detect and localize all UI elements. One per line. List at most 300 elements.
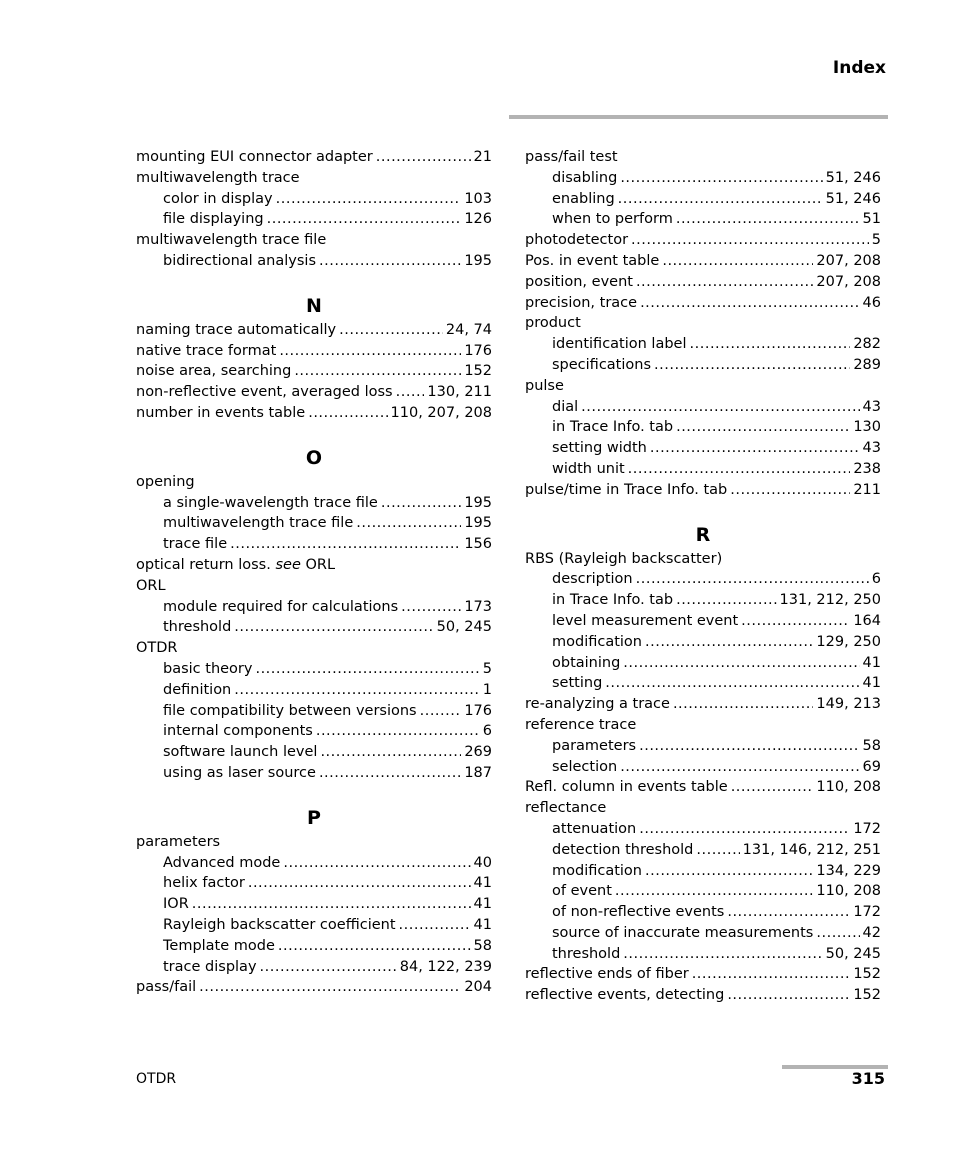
index-subentry	[136, 659, 492, 680]
index-term-text: Pos. in event table	[525, 252, 660, 269]
index-term-text: trace display	[163, 958, 257, 975]
index-subentry	[525, 757, 881, 778]
index-section-letter: R	[695, 523, 711, 546]
see-reference-target: ORL	[305, 556, 336, 573]
dot-leader	[618, 189, 823, 210]
dot-leader	[692, 964, 851, 985]
index-page-refs: 110, 207, 208	[390, 404, 492, 421]
index-subentry	[525, 168, 881, 189]
index-term	[552, 673, 602, 694]
index-term	[525, 230, 628, 251]
index-section-letter: N	[306, 294, 322, 317]
index-subentry	[525, 209, 881, 230]
dot-leader	[294, 361, 461, 382]
index-page-refs: 156	[464, 536, 492, 553]
index-section-letter: P	[307, 806, 321, 829]
index-entry	[525, 798, 881, 819]
dot-leader	[399, 915, 471, 936]
dot-leader	[676, 417, 850, 438]
dot-leader	[645, 861, 813, 882]
index-term	[163, 957, 257, 978]
index-entry	[525, 985, 881, 1006]
index-subentry	[525, 944, 881, 965]
dot-leader	[628, 459, 851, 480]
index-term	[163, 873, 245, 894]
index-term	[525, 147, 618, 168]
index-entry	[525, 376, 881, 397]
dot-leader	[676, 590, 776, 611]
index-term-text: bidirectional analysis	[163, 252, 317, 269]
index-term-text: opening	[136, 473, 195, 490]
index-term	[525, 480, 727, 501]
index-page-refs: 41	[473, 896, 492, 913]
index-page-refs: 130	[853, 419, 881, 436]
index-term	[136, 168, 300, 189]
index-term	[136, 230, 326, 251]
dot-leader	[308, 403, 387, 424]
index-subentry	[136, 957, 492, 978]
index-page-refs: 58	[473, 937, 492, 954]
index-entry	[136, 230, 492, 251]
index-term-text: module required for calculations	[163, 598, 399, 615]
index-entry	[525, 251, 881, 272]
index-entry	[136, 147, 492, 168]
index-term	[163, 617, 231, 638]
index-term	[163, 936, 275, 957]
index-term-text: color in display	[163, 190, 273, 207]
index-term-text: basic theory	[163, 660, 253, 677]
index-term-text: position, event	[525, 273, 633, 290]
index-entry	[136, 320, 492, 341]
dot-leader	[639, 736, 859, 757]
index-page-refs: 103	[464, 190, 492, 207]
index-term-text: parameters	[136, 833, 221, 850]
index-column-left	[136, 147, 492, 998]
index-page-refs: 41	[473, 916, 492, 933]
index-page-refs: 1	[482, 681, 492, 698]
index-term-text: precision, trace	[525, 294, 638, 311]
index-term	[163, 597, 398, 618]
index-subentry	[525, 438, 881, 459]
index-term-text: in Trace Info. tab	[552, 592, 674, 609]
index-term	[136, 341, 276, 362]
dot-leader	[255, 659, 479, 680]
index-subentry	[136, 894, 492, 915]
index-term	[163, 189, 273, 210]
dot-leader	[581, 397, 859, 418]
index-entry	[525, 694, 881, 715]
index-term	[136, 977, 196, 998]
index-page-refs: 43	[862, 440, 881, 457]
index-subentry	[525, 902, 881, 923]
dot-leader	[283, 853, 470, 874]
dot-leader	[230, 534, 461, 555]
index-term-text: pass/fail test	[525, 149, 618, 165]
index-entry	[136, 555, 492, 576]
dot-leader	[636, 272, 813, 293]
index-term-text: multiwavelength trace file	[163, 515, 354, 532]
index-term	[136, 576, 166, 597]
dot-leader	[696, 840, 739, 861]
index-subentry	[136, 873, 492, 894]
index-page-refs: 269	[464, 744, 492, 761]
index-page-refs: 149, 213	[816, 696, 881, 713]
index-page-refs: 131, 146, 212, 251	[742, 841, 881, 858]
index-term	[525, 964, 689, 985]
index-subentry	[136, 853, 492, 874]
index-term	[525, 694, 670, 715]
index-subentry	[136, 513, 492, 534]
index-page-refs: 51, 246	[825, 190, 881, 207]
index-page-refs: 5	[871, 232, 881, 249]
index-term	[552, 611, 738, 632]
dot-leader	[673, 694, 813, 715]
index-page-refs: 207, 208	[816, 273, 881, 290]
index-term	[552, 819, 636, 840]
index-term-text: enabling	[552, 190, 615, 207]
index-term	[552, 840, 693, 861]
index-term-text: selection	[552, 758, 618, 775]
index-term	[163, 680, 231, 701]
index-page-refs: 134, 229	[816, 862, 881, 879]
index-subentry	[136, 742, 492, 763]
index-subentry	[136, 597, 492, 618]
index-term-text: in Trace Info. tab	[552, 419, 674, 436]
dot-leader	[396, 382, 425, 403]
index-term	[552, 459, 625, 480]
dot-leader	[640, 293, 859, 314]
index-term	[163, 513, 353, 534]
index-subentry	[136, 915, 492, 936]
index-entry	[525, 777, 881, 798]
index-page-refs: 84, 122, 239	[399, 958, 492, 975]
index-term-text: reference trace	[525, 716, 637, 733]
index-term-text: pass/fail	[136, 979, 197, 996]
index-subentry	[525, 611, 881, 632]
index-term	[136, 147, 373, 168]
index-term-text: photodetector	[525, 232, 629, 249]
index-term-text: IOR	[163, 896, 189, 913]
footer-product-name: OTDR	[136, 1071, 177, 1087]
index-term	[136, 403, 305, 424]
index-term	[552, 902, 724, 923]
index-page-refs: 110, 208	[816, 779, 881, 796]
dot-leader	[741, 611, 850, 632]
index-entry	[525, 313, 881, 334]
index-subentry	[525, 334, 881, 355]
index-term-text: Rayleigh backscatter coefficient	[163, 916, 396, 933]
index-page-refs: 42	[862, 924, 881, 941]
index-page-refs: 51	[862, 211, 881, 228]
index-term-text: Template mode	[163, 937, 275, 954]
index-term	[525, 251, 659, 272]
index-entry	[136, 977, 492, 998]
index-page-refs: 164	[853, 612, 881, 629]
dot-leader	[320, 742, 461, 763]
dot-leader	[631, 230, 869, 251]
dot-leader	[650, 438, 860, 459]
index-term	[552, 334, 687, 355]
index-page-refs: 6	[871, 571, 881, 588]
dot-leader	[276, 189, 462, 210]
index-subentry	[525, 881, 881, 902]
see-reference-label: see	[275, 556, 301, 573]
index-term-text: ORL	[136, 577, 166, 594]
index-term-text: noise area, searching	[136, 363, 292, 380]
index-term	[163, 251, 316, 272]
index-term-text: source of inaccurate measurements	[552, 924, 814, 941]
index-page-refs: 172	[853, 820, 881, 837]
dot-leader	[623, 653, 859, 674]
index-page-refs: 6	[482, 723, 492, 740]
index-term	[552, 881, 612, 902]
index-term-text: pulse/time in Trace Info. tab	[525, 481, 728, 498]
index-term	[552, 209, 673, 230]
index-subentry	[525, 417, 881, 438]
index-term	[525, 376, 564, 397]
index-term	[552, 923, 813, 944]
index-page-refs: 24, 74	[445, 321, 492, 338]
index-page-refs: 176	[464, 342, 492, 359]
index-term-text: multiwavelength trace file	[136, 232, 327, 249]
index-subentry	[136, 209, 492, 230]
index-term	[163, 742, 317, 763]
index-term-text: internal components	[163, 723, 313, 740]
index-entry	[136, 832, 492, 853]
index-subentry	[525, 569, 881, 590]
index-term	[525, 549, 722, 570]
index-term-text: Refl. column in events table	[525, 779, 728, 796]
dot-leader	[727, 985, 850, 1006]
dot-leader	[731, 777, 814, 798]
index-term-text: number in events table	[136, 404, 306, 421]
dot-leader	[620, 757, 859, 778]
index-subentry	[525, 819, 881, 840]
index-term-text: of event	[552, 883, 612, 900]
index-term	[552, 168, 617, 189]
dot-leader	[260, 957, 397, 978]
index-term-text: setting	[552, 675, 603, 692]
index-subentry	[525, 923, 881, 944]
index-entry	[136, 341, 492, 362]
index-subentry	[136, 936, 492, 957]
index-subentry	[136, 251, 492, 272]
index-entry	[525, 147, 881, 168]
index-term	[552, 861, 642, 882]
index-term-text: attenuation	[552, 820, 637, 837]
index-term-text: multiwavelength trace	[136, 169, 300, 186]
index-term-text: mounting EUI connector adapter	[136, 149, 373, 165]
index-page-refs: 195	[464, 515, 492, 532]
index-page-refs: 131, 212, 250	[779, 592, 881, 609]
index-term	[525, 715, 636, 736]
index-term-text: specifications	[552, 356, 652, 373]
index-entry	[525, 715, 881, 736]
index-term-text: Advanced mode	[163, 854, 281, 871]
index-page-refs: 43	[862, 398, 881, 415]
index-entry	[525, 964, 881, 985]
index-term-text: description	[552, 571, 633, 588]
index-subentry	[525, 736, 881, 757]
index-term	[552, 397, 578, 418]
index-term-text: OTDR	[136, 640, 178, 657]
index-term	[136, 472, 195, 493]
index-subentry	[136, 189, 492, 210]
index-page-refs: 51, 246	[825, 169, 881, 186]
index-subentry	[136, 493, 492, 514]
index-term-text: optical return loss.	[136, 556, 271, 573]
index-term-text: trace file	[163, 536, 228, 553]
index-entry	[136, 472, 492, 493]
index-term	[136, 382, 393, 403]
index-term-text: when to perform	[552, 211, 673, 228]
index-term-text: naming trace automatically	[136, 321, 337, 338]
index-subentry	[525, 632, 881, 653]
index-page-refs: 172	[853, 904, 881, 921]
index-section-letter: O	[305, 446, 323, 469]
index-term-text: non-reflective event, averaged loss	[136, 384, 393, 401]
index-subentry	[136, 617, 492, 638]
index-page-refs: 289	[853, 356, 881, 373]
index-page-refs: 195	[464, 494, 492, 511]
index-term	[552, 355, 651, 376]
page-number: 315	[851, 1069, 885, 1088]
index-term	[552, 417, 673, 438]
index-subentry	[136, 680, 492, 701]
index-subentry	[525, 673, 881, 694]
index-term-text: modification	[552, 633, 642, 650]
index-term-text: software launch level	[163, 744, 318, 761]
index-page-refs: 110, 208	[816, 883, 881, 900]
index-page-refs: 21	[473, 149, 492, 165]
dot-leader	[727, 902, 850, 923]
index-page-refs: 50, 245	[436, 619, 492, 636]
index-term-text: RBS (Rayleigh backscatter)	[525, 550, 723, 567]
index-term	[525, 798, 606, 819]
index-subentry	[525, 590, 881, 611]
dot-leader	[278, 936, 471, 957]
index-term	[136, 555, 335, 576]
index-term	[552, 653, 620, 674]
dot-leader	[356, 513, 461, 534]
index-term	[525, 985, 724, 1006]
index-subentry	[525, 189, 881, 210]
index-entry	[525, 272, 881, 293]
index-term	[163, 534, 227, 555]
dot-leader	[234, 617, 433, 638]
index-page-refs: 41	[862, 654, 881, 671]
index-term	[552, 438, 647, 459]
index-page-refs: 207, 208	[816, 252, 881, 269]
index-page-refs: 40	[473, 854, 492, 871]
index-page-refs: 282	[853, 336, 881, 353]
index-entry	[136, 403, 492, 424]
index-term	[163, 763, 316, 784]
index-term-text: threshold	[163, 619, 232, 636]
index-term	[525, 777, 728, 798]
index-term	[136, 832, 220, 853]
index-term-text: native trace format	[136, 342, 277, 359]
dot-leader	[654, 355, 850, 376]
index-subentry	[525, 653, 881, 674]
index-page-refs: 58	[862, 737, 881, 754]
dot-leader	[234, 680, 480, 701]
index-term	[552, 590, 673, 611]
index-page-refs: 5	[482, 660, 492, 677]
index-term-text: helix factor	[163, 875, 245, 892]
index-entry	[525, 293, 881, 314]
index-term-text: reflective events, detecting	[525, 987, 725, 1004]
index-term	[163, 659, 252, 680]
running-header-title: Index	[832, 58, 886, 78]
index-term-text: level measurement event	[552, 612, 739, 629]
index-term	[552, 189, 615, 210]
dot-leader	[690, 334, 851, 355]
index-page-refs: 129, 250	[816, 633, 881, 650]
dot-leader	[319, 251, 461, 272]
index-page-refs: 204	[464, 979, 492, 996]
dot-leader	[376, 147, 471, 168]
index-term	[163, 493, 378, 514]
dot-leader	[676, 209, 860, 230]
dot-leader	[605, 673, 859, 694]
index-page-refs: 173	[464, 598, 492, 615]
dot-leader	[816, 923, 859, 944]
dot-leader	[623, 944, 822, 965]
index-term-text: identification label	[552, 336, 687, 353]
index-term-text: definition	[163, 681, 232, 698]
index-page-refs: 152	[853, 966, 881, 983]
index-column-right	[525, 147, 881, 1006]
index-term	[525, 293, 637, 314]
index-page-refs: 69	[862, 758, 881, 775]
header-rule	[509, 115, 888, 119]
index-term-text: threshold	[552, 945, 621, 962]
index-term	[525, 272, 633, 293]
index-term-text: detection threshold	[552, 841, 694, 858]
dot-leader	[339, 320, 443, 341]
index-term	[163, 701, 417, 722]
index-entry	[525, 549, 881, 570]
dot-leader	[420, 701, 462, 722]
index-subentry	[525, 840, 881, 861]
index-term-text: product	[525, 315, 581, 332]
index-term-text: file compatibility between versions	[163, 702, 417, 719]
index-subentry	[525, 459, 881, 480]
index-term-text: reflective ends of fiber	[525, 966, 689, 983]
index-page-refs: 152	[853, 987, 881, 1004]
index-term	[552, 632, 642, 653]
dot-leader	[279, 341, 461, 362]
index-page-refs: 46	[862, 294, 881, 311]
index-subentry	[136, 701, 492, 722]
index-term-text: a single-wavelength trace file	[163, 494, 378, 511]
index-entry	[136, 638, 492, 659]
index-page-refs: 50, 245	[825, 945, 881, 962]
index-page-refs: 126	[464, 211, 492, 228]
index-term	[163, 721, 313, 742]
index-term-text: file displaying	[163, 211, 264, 228]
index-term	[136, 361, 291, 382]
index-page-refs: 195	[464, 252, 492, 269]
dot-leader	[267, 209, 462, 230]
dot-leader	[636, 569, 869, 590]
dot-leader	[401, 597, 461, 618]
index-page-refs: 152	[464, 363, 492, 380]
index-term	[525, 313, 581, 334]
index-term-text: pulse	[525, 377, 564, 394]
dot-leader	[248, 873, 471, 894]
